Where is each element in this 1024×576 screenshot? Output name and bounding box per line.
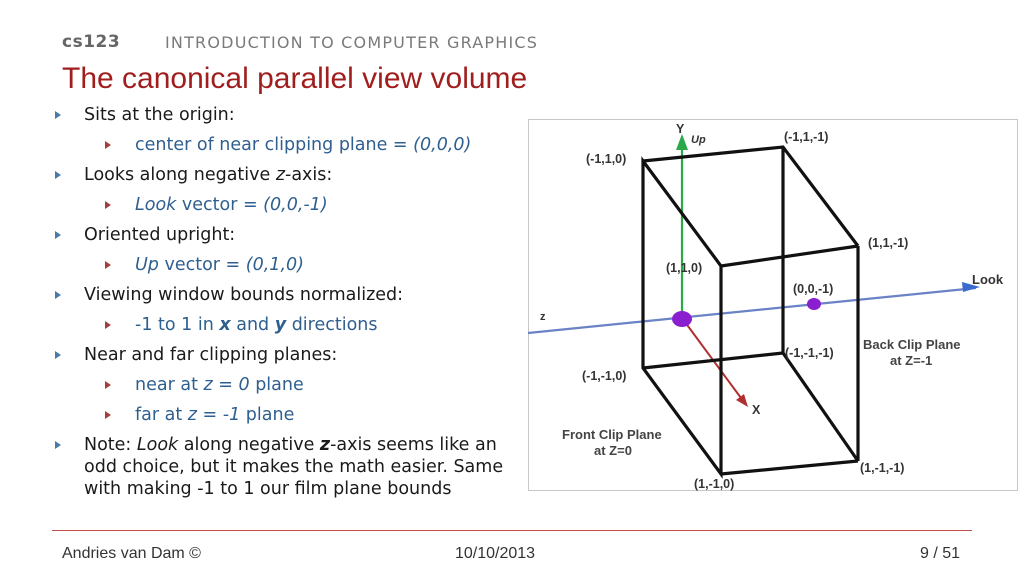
sub-bullet-center xyxy=(52,134,512,156)
bullet-text: and xyxy=(230,315,275,335)
vertex-m1-1-m1: (-1,1,-1) xyxy=(784,130,829,144)
vertex-m1-m1-m1: (-1,-1,-1) xyxy=(785,346,834,360)
front-clip-label: Front Clip Plane xyxy=(562,427,662,442)
bullet-text: Note: xyxy=(84,435,137,455)
bullet-x: x xyxy=(219,315,231,335)
look-label: Look xyxy=(972,272,1004,287)
bullet-y: y xyxy=(274,315,287,335)
vertex-m1-m1-0: (-1,-1,0) xyxy=(582,369,627,383)
bullet-text: directions xyxy=(286,315,378,335)
footer-date: 10/10/2013 xyxy=(455,545,536,562)
bullet-clipping xyxy=(52,344,512,366)
bullet-z: z xyxy=(275,165,286,185)
vertex-1-1-0: (1,1,0) xyxy=(666,261,703,275)
bullet-text: vector = xyxy=(176,195,264,215)
bullet-value: (0,0,-1) xyxy=(263,195,328,215)
bullet-text: vector = xyxy=(158,255,246,275)
bullet-text: near at xyxy=(135,375,204,395)
sub-bullet-near xyxy=(52,374,512,396)
bullet-window xyxy=(52,284,512,306)
sub-bullet-up-vector xyxy=(52,254,512,276)
sub-bullet-range xyxy=(52,314,512,336)
bullet-z: z xyxy=(187,405,197,425)
back-clip-label: Back Clip Plane xyxy=(863,337,961,352)
slide-title: The canonical parallel view volume xyxy=(62,62,528,95)
course-code: cs123 xyxy=(62,32,121,52)
z-axis-label: z xyxy=(540,311,546,323)
bullet-value: -1 xyxy=(222,405,241,425)
bullet-upright xyxy=(52,224,512,246)
up-label: Up xyxy=(691,134,706,146)
bullet-text: -axis: xyxy=(285,165,333,185)
bullet-value: (0,0,0) xyxy=(413,135,472,155)
bullet-text: plane xyxy=(240,405,295,425)
far-center-point xyxy=(807,298,821,310)
bullet-text: Looks along negative xyxy=(84,165,276,185)
bullet-up-word: Up xyxy=(135,255,159,275)
bullet-look-word: Look xyxy=(136,435,179,455)
bullet-text: -axis seems like an odd choice, but it makes the math easier. Same with making -1 to 1 our film plane bounds xyxy=(84,435,504,499)
vertex-m1-1-0: (-1,1,0) xyxy=(586,152,627,166)
bullet-value: (0,1,0) xyxy=(245,255,304,275)
bullet-look xyxy=(52,164,512,186)
vertex-0-0-m1: (0,0,-1) xyxy=(793,282,834,296)
bullet-text: Viewing window bounds normalized: xyxy=(84,285,404,305)
bullet-note xyxy=(52,434,512,500)
bullet-text: far at xyxy=(135,405,188,425)
bullet-text: -1 to 1 in xyxy=(135,315,220,335)
bullet-text: = xyxy=(212,375,239,395)
footer-author: Andries van Dam © xyxy=(62,545,201,562)
vertex-1-m1-m1: (1,-1,-1) xyxy=(860,461,905,475)
bullet-text: plane xyxy=(249,375,304,395)
sub-bullet-look-vector xyxy=(52,194,512,216)
footer-divider xyxy=(52,530,972,531)
bullet-text: center of near clipping plane = xyxy=(135,135,414,155)
page-number: 9 / 51 xyxy=(920,545,961,562)
x-axis-label: X xyxy=(752,403,761,417)
bullet-text: along negative xyxy=(178,435,320,455)
bullet-text: = xyxy=(196,405,223,425)
bullet-z: z xyxy=(203,375,213,395)
sub-bullet-far xyxy=(52,404,512,426)
bullet-z: z xyxy=(319,435,331,455)
bullet-text: Sits at the origin: xyxy=(84,105,235,125)
bullet-look-word: Look xyxy=(135,195,177,215)
vertex-1-m1-0: (1,-1,0) xyxy=(694,477,735,491)
origin-point xyxy=(672,311,692,327)
front-clip-z: at Z=0 xyxy=(594,443,632,458)
bullet-origin xyxy=(52,104,512,126)
back-clip-z: at Z=-1 xyxy=(890,353,933,368)
vertex-1-1-m1: (1,1,-1) xyxy=(868,236,909,250)
bullet-text: Oriented upright: xyxy=(84,225,236,245)
bullet-value: 0 xyxy=(238,375,250,395)
bullet-text: Near and far clipping planes: xyxy=(84,345,338,365)
y-axis-label: Y xyxy=(676,122,685,136)
course-title: INTRODUCTION TO COMPUTER GRAPHICS xyxy=(165,33,539,52)
bullet-list xyxy=(52,104,512,508)
view-volume-diagram xyxy=(528,119,1018,491)
